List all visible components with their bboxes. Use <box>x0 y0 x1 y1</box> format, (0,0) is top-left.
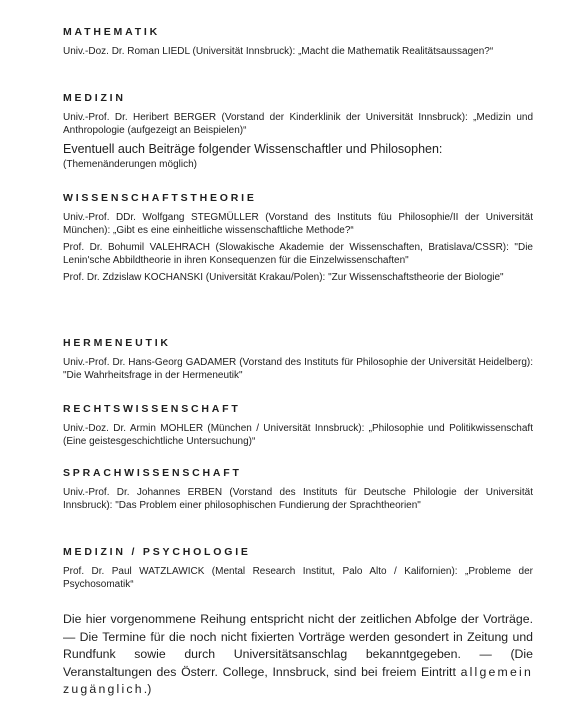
section-medizin <box>63 92 533 171</box>
footnote-text: Die hier vorgenommene Reihung entspricht nicht der zeitlichen Abfolge der Vorträge. — Die Termine für die noch nicht fixierten Vorträge werden gesondert in Zeitung und Rundfunk sowie durch Universitätsanschlag bekanntgegeben. — (Die Veranstaltungen des Österr. College, Innsbruck, sind bei freiem Eintritt <box>63 612 533 679</box>
lecture-entry: Univ.-Prof. DDr. Wolfgang STEGMÜLLER (Vorstand des Instituts füu Philosophie/II der Universität München): „Gibt es eine einheitliche wissenschaftliche Methode?“ <box>63 212 533 236</box>
section-heading: RECHTSWISSENSCHAFT <box>63 403 241 415</box>
lecture-entry: Univ.-Doz. Dr. Roman LIEDL (Universität Innsbruck): „Macht die Mathematik Realitätsaussagen?“ <box>63 46 494 57</box>
section-sprachwissenschaft <box>63 467 533 516</box>
schedule-footnote <box>63 611 533 699</box>
topic-change-note: (Themenänderungen möglich) <box>63 159 197 170</box>
lecture-entry: Prof. Dr. Paul WATZLAWICK (Mental Research Institut, Palo Alto / Kalifornien): „Probleme der Psychosomatik“ <box>63 566 533 590</box>
section-hermeneutik <box>63 337 533 386</box>
section-heading: SPRACHWISSENSCHAFT <box>63 467 242 479</box>
section-medizin-psychologie <box>63 546 533 595</box>
section-rechtswissenschaft <box>63 403 533 452</box>
lecture-entry: Univ.-Prof. Dr. Johannes ERBEN (Vorstand des Instituts für Deutsche Philologie der Universität Innsbruck): "Das Problem einer philosophischen Fundierung der Sprachtheorien" <box>63 487 533 511</box>
lecture-entry: Prof. Dr. Zdzislaw KOCHANSKI (Universität Krakau/Polen): "Zur Wissenschaftstheorie der Biologie" <box>63 272 504 283</box>
section-wissenschaftstheorie <box>63 192 533 288</box>
footnote-emphasis: allgemein zugänglich <box>63 664 533 696</box>
lecture-entry: Univ.-Prof. Dr. Heribert BERGER (Vorstand der Kinderklinik der Universität Innsbruck): „Medizin und Anthropologie (aufgezeigt an Beispielen)“ <box>63 112 533 136</box>
section-mathematik <box>63 26 533 62</box>
additional-contributions-note: Eventuell auch Beiträge folgender Wissenschaftler und Philosophen: <box>63 142 443 156</box>
section-heading: HERMENEUTIK <box>63 337 171 349</box>
section-heading: MEDIZIN <box>63 92 126 104</box>
footnote-end: .) <box>143 682 152 696</box>
lecture-entry: Univ.-Prof. Dr. Hans-Georg GADAMER (Vorstand des Instituts für Philosophie der Universität Heidelberg): "Die Wahrheitsfrage in der Hermeneutik" <box>63 357 533 381</box>
section-heading: MATHEMATIK <box>63 26 161 38</box>
lecture-entry: Univ.-Doz. Dr. Armin MOHLER (München / Universität Innsbruck): „Philosophie und Politikwissenschaft (Eine geistesgeschichtliche Untersuchung)“ <box>63 423 533 447</box>
section-heading: MEDIZIN / PSYCHOLOGIE <box>63 546 251 558</box>
lecture-entry: Prof. Dr. Bohumil VALEHRACH (Slowakische Akademie der Wissenschaften, Bratislava/CSSR): "Die Lenin'sche Abbildtheorie in ihren Konsequenzen für die Einzelwissenschaften" <box>63 242 533 266</box>
section-heading: WISSENSCHAFTSTHEORIE <box>63 192 257 204</box>
